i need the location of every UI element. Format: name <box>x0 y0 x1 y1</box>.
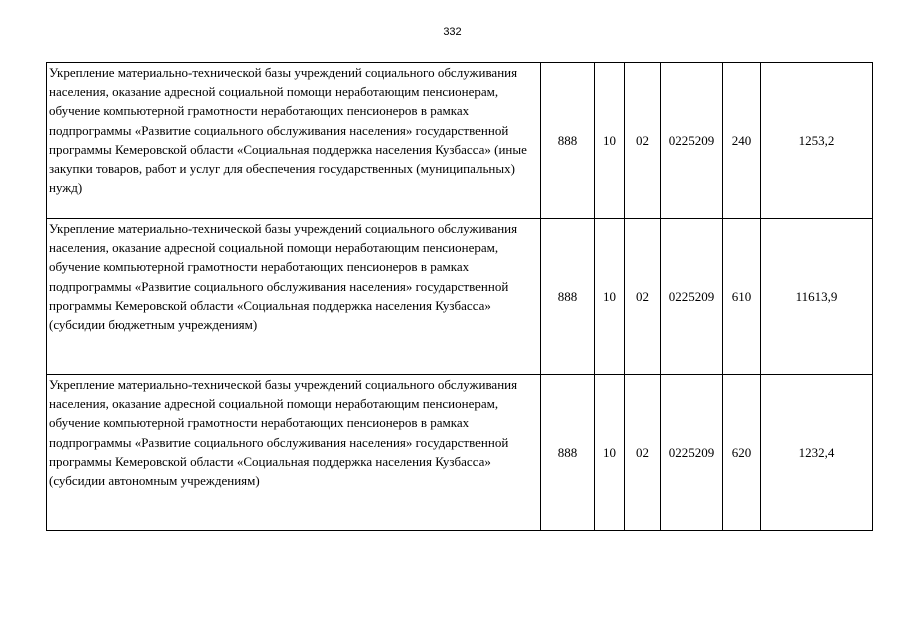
row-amount: 11613,9 <box>761 219 873 375</box>
row-expense-type: 240 <box>723 63 761 219</box>
row-target-article: 0225209 <box>661 375 723 531</box>
row-ministry-code: 888 <box>541 375 595 531</box>
row-target-article: 0225209 <box>661 63 723 219</box>
row-ministry-code: 888 <box>541 219 595 375</box>
row-expense-type: 610 <box>723 219 761 375</box>
row-subsection-code: 02 <box>625 63 661 219</box>
row-amount: 1232,4 <box>761 375 873 531</box>
row-section-code: 10 <box>595 219 625 375</box>
row-description: Укрепление материально-технической базы учреждений социального обслуживания населения, оказание адресной социальной помощи неработающим пенсионерам, обучение компьютерной грамотности неработающих пенсионеров в рамках подпрограммы «Развитие социального обслуживания населения» государственной программы Кемеровской области «Социальная поддержка населения Кузбасса» (субсидии автономным учреждениям) <box>47 375 541 531</box>
row-description: Укрепление материально-технической базы учреждений социального обслуживания населения, оказание адресной социальной помощи неработающим пенсионерам, обучение компьютерной грамотности неработающих пенсионеров в рамках подпрограммы «Развитие социального обслуживания населения» государственной программы Кемеровской области «Социальная поддержка населения Кузбасса» (иные закупки товаров, работ и услуг для обеспечения государственных (муниципальных) нужд) <box>47 63 541 219</box>
row-section-code: 10 <box>595 375 625 531</box>
row-section-code: 10 <box>595 63 625 219</box>
table-row <box>47 219 873 375</box>
row-expense-type: 620 <box>723 375 761 531</box>
budget-table <box>46 62 873 531</box>
row-subsection-code: 02 <box>625 219 661 375</box>
row-description: Укрепление материально-технической базы учреждений социального обслуживания населения, оказание адресной социальной помощи неработающим пенсионерам, обучение компьютерной грамотности неработающих пенсионеров в рамках подпрограммы «Развитие социального обслуживания населения» государственной программы Кемеровской области «Социальная поддержка населения Кузбасса» (субсидии бюджетным учреждениям) <box>47 219 541 375</box>
row-target-article: 0225209 <box>661 219 723 375</box>
row-subsection-code: 02 <box>625 375 661 531</box>
table-row <box>47 63 873 219</box>
table-row <box>47 375 873 531</box>
row-amount: 1253,2 <box>761 63 873 219</box>
row-ministry-code: 888 <box>541 63 595 219</box>
page-number: 332 <box>443 26 462 38</box>
